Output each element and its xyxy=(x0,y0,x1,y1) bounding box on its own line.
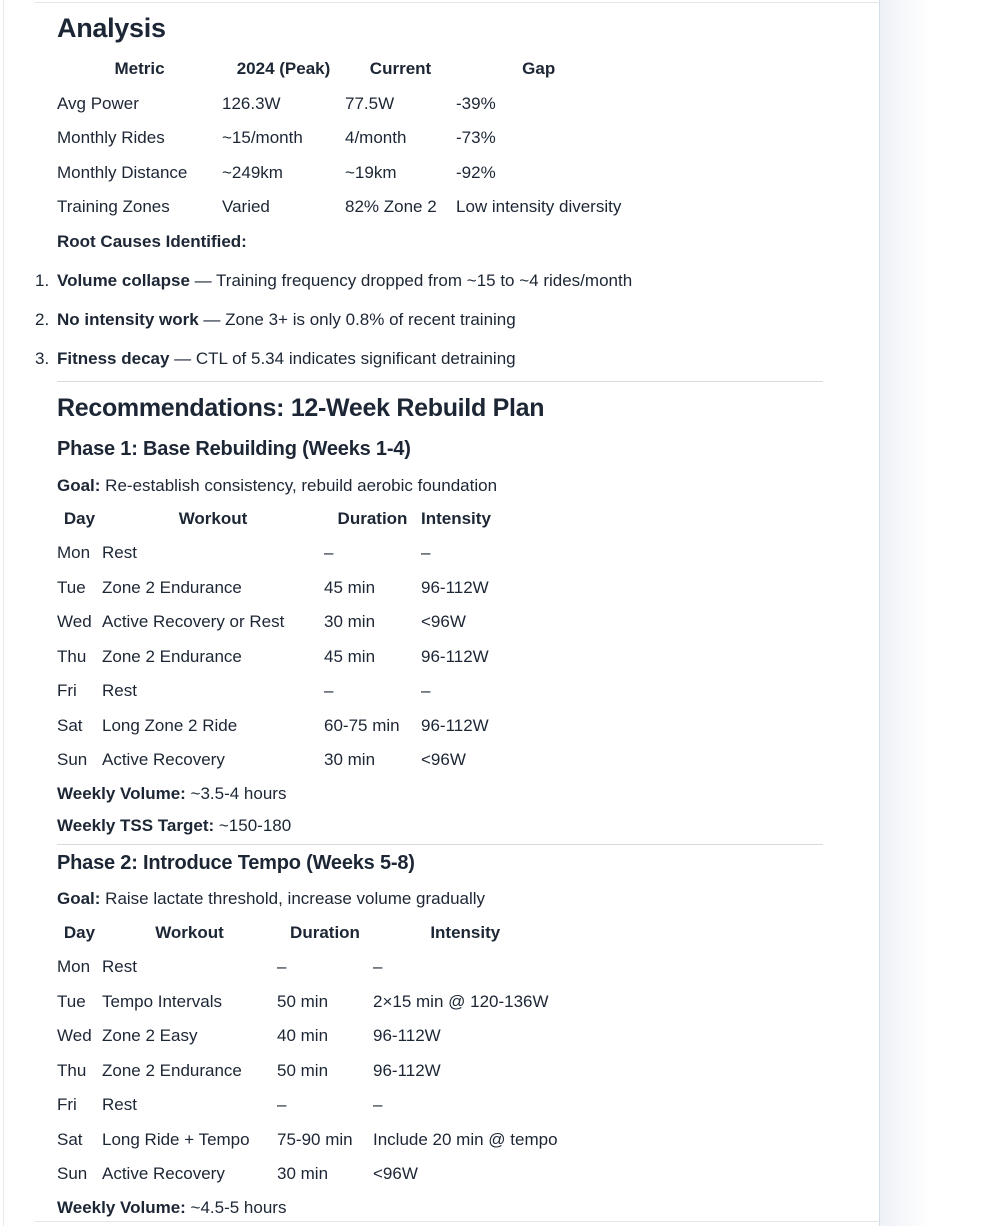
table-cell: Tue xyxy=(57,577,86,597)
table-cell: 60-75 min xyxy=(324,715,400,735)
table-cell: Rest xyxy=(102,1095,137,1114)
table-cell: – xyxy=(421,543,431,562)
phase-2-heading: Phase 2: Introduce Tempo (Weeks 5-8) xyxy=(57,851,415,874)
table-cell: Fri xyxy=(57,1095,77,1114)
table-cell: 96-112W xyxy=(373,1026,441,1045)
table-cell: 50 min xyxy=(277,1060,329,1080)
table-row xyxy=(57,640,491,675)
table-cell: 96-112W xyxy=(373,1060,441,1080)
table-cell: -39% xyxy=(456,93,496,113)
table-cell: 40 min xyxy=(277,1026,329,1045)
table-row xyxy=(57,743,491,778)
table-cell: 2×15 min @ 120-136W xyxy=(373,991,549,1011)
table-row xyxy=(57,87,621,122)
table-row xyxy=(57,571,491,606)
column-header: 2024 (Peak) xyxy=(236,59,331,78)
table-cell: Rest xyxy=(102,681,137,700)
list-item-number: 1. xyxy=(35,270,50,290)
table-cell: Include 20 min @ tempo xyxy=(373,1129,558,1149)
table-row xyxy=(57,1157,558,1192)
table-cell: Long Ride + Tempo xyxy=(102,1129,250,1149)
analysis-report-card xyxy=(35,2,881,1222)
list-item xyxy=(35,306,823,333)
stat-label: Weekly TSS Target: xyxy=(57,815,215,835)
list-item-rest: — CTL of 5.34 indicates significant detraining xyxy=(169,348,516,368)
table-cell: Tue xyxy=(57,991,86,1011)
table-cell: Mon xyxy=(57,543,91,562)
list-item-bold: No intensity work xyxy=(57,309,199,329)
column-header: Workout xyxy=(155,922,224,942)
section-divider xyxy=(57,381,823,382)
table-cell: Mon xyxy=(57,957,91,976)
table-cell: Tempo Intervals xyxy=(102,991,222,1011)
goal-text: Re-establish consistency, rebuild aerobic foundation xyxy=(100,475,498,495)
weekly-tss-stat xyxy=(57,810,823,842)
table-row xyxy=(57,536,491,571)
table-row xyxy=(57,121,621,156)
table-row xyxy=(57,950,558,985)
table-row xyxy=(57,605,491,640)
column-header: Duration xyxy=(290,922,360,942)
analysis-heading: Analysis xyxy=(57,13,166,43)
table-cell: – xyxy=(277,957,287,976)
table-cell: 45 min xyxy=(324,646,376,666)
table-cell: -73% xyxy=(456,128,496,147)
table-cell: – xyxy=(421,681,431,700)
table-row xyxy=(57,1088,558,1123)
table-cell: Sat xyxy=(57,1129,83,1149)
column-header: Intensity xyxy=(430,922,501,942)
table-cell: 30 min xyxy=(277,1164,329,1183)
table-cell: -92% xyxy=(456,162,496,182)
goal-text: Raise lactate threshold, increase volume gradually xyxy=(100,888,486,908)
table-cell: Low intensity diversity xyxy=(456,197,622,216)
goal-label: Goal: xyxy=(57,888,101,908)
list-item xyxy=(35,345,823,372)
list-item-text xyxy=(57,267,632,294)
stat-value: ~4.5-5 hours xyxy=(185,1197,287,1217)
column-header: Intensity xyxy=(421,508,491,528)
left-page-border xyxy=(3,0,4,1226)
table-cell: Rest xyxy=(102,543,137,562)
column-header: Gap xyxy=(522,59,556,78)
table-cell: ~15/month xyxy=(222,128,303,147)
list-item-number: 2. xyxy=(35,309,50,329)
list-item-bold: Fitness decay xyxy=(57,348,170,368)
table-cell: 96-112W xyxy=(421,646,489,666)
phase-1-schedule-table xyxy=(57,502,491,778)
phase-2-goal xyxy=(57,885,823,913)
recommendations-heading: Recommendations: 12-Week Rebuild Plan xyxy=(57,393,545,422)
table-cell: 4/month xyxy=(345,128,407,147)
table-cell: Varied xyxy=(222,197,270,216)
table-cell: Fri xyxy=(57,681,77,700)
table-cell: 75-90 min xyxy=(277,1129,353,1149)
table-cell: Long Zone 2 Ride xyxy=(102,715,238,735)
table-cell: – xyxy=(277,1095,287,1114)
column-header: Day xyxy=(63,508,96,528)
table-cell: Zone 2 Endurance xyxy=(102,577,242,597)
table-row xyxy=(57,1123,558,1158)
table-cell: – xyxy=(324,681,334,700)
table-cell: Rest xyxy=(102,957,137,976)
table-row xyxy=(57,190,621,225)
table-cell: Zone 2 Endurance xyxy=(102,1060,242,1080)
table-cell: 77.5W xyxy=(345,93,395,113)
goal-label: Goal: xyxy=(57,475,101,495)
table-cell: – xyxy=(373,957,383,976)
list-item-number: 3. xyxy=(35,348,50,368)
list-item-rest: — Training frequency dropped from ~15 to ~4 rides/month xyxy=(189,270,633,290)
table-cell: Avg Power xyxy=(57,93,139,113)
table-cell: ~19km xyxy=(345,162,397,182)
column-header: Duration xyxy=(337,508,408,528)
list-item-bold: Volume collapse xyxy=(57,270,190,290)
table-row xyxy=(57,674,491,709)
table-cell: Wed xyxy=(57,1026,92,1045)
table-cell: – xyxy=(324,543,334,562)
schedule-header-row xyxy=(57,502,491,537)
column-header: Workout xyxy=(178,508,248,528)
list-item-text xyxy=(57,345,516,372)
table-row xyxy=(57,156,621,191)
phase-2-schedule-table xyxy=(57,916,558,1192)
table-cell: Active Recovery xyxy=(102,750,225,769)
table-row xyxy=(57,709,491,744)
table-cell: 45 min xyxy=(324,577,376,597)
stat-value: ~150-180 xyxy=(214,815,292,835)
table-cell: Active Recovery or Rest xyxy=(102,612,285,631)
table-cell: 50 min xyxy=(277,991,329,1011)
root-causes-list xyxy=(35,267,823,372)
phase-1-goal xyxy=(57,472,823,500)
weekly-volume-stat xyxy=(57,778,823,810)
root-causes-label: Root Causes Identified: xyxy=(57,231,247,251)
list-item-rest: — Zone 3+ is only 0.8% of recent training xyxy=(198,309,516,329)
stat-label: Weekly Volume: xyxy=(57,783,186,803)
table-cell: Monthly Distance xyxy=(57,162,188,182)
table-cell: ~249km xyxy=(222,162,283,182)
table-cell: Thu xyxy=(57,646,87,666)
stat-label: Weekly Volume: xyxy=(57,1197,186,1217)
table-cell: Zone 2 Endurance xyxy=(102,646,242,666)
table-cell: Thu xyxy=(57,1060,87,1080)
table-cell: – xyxy=(373,1095,383,1114)
phase-1-heading: Phase 1: Base Rebuilding (Weeks 1-4) xyxy=(57,437,411,460)
table-cell: 82% Zone 2 xyxy=(345,197,437,216)
table-cell: <96W xyxy=(421,612,466,631)
list-item xyxy=(35,267,823,294)
table-cell: Training Zones xyxy=(57,197,170,216)
table-cell: Sun xyxy=(57,750,88,769)
metrics-header-row xyxy=(57,52,621,87)
table-cell: Wed xyxy=(57,612,92,631)
table-cell: 126.3W xyxy=(222,93,281,113)
table-cell: 96-112W xyxy=(421,715,489,735)
metrics-table xyxy=(57,52,621,225)
right-panel-shadow xyxy=(880,0,938,1226)
column-header: Day xyxy=(63,922,96,942)
list-item-text xyxy=(57,306,516,333)
table-cell: 30 min xyxy=(324,612,376,631)
table-row xyxy=(57,985,558,1020)
table-cell: Monthly Rides xyxy=(57,128,165,147)
table-cell: <96W xyxy=(421,750,466,769)
table-cell: Sat xyxy=(57,715,83,735)
table-row xyxy=(57,1019,558,1054)
table-cell: 96-112W xyxy=(421,577,489,597)
table-cell: <96W xyxy=(373,1164,418,1183)
stat-value: ~3.5-4 hours xyxy=(185,783,287,803)
table-cell: Sun xyxy=(57,1164,88,1183)
table-cell: 30 min xyxy=(324,750,376,769)
table-cell: Zone 2 Easy xyxy=(102,1026,198,1045)
table-row xyxy=(57,1054,558,1089)
weekly-volume-stat xyxy=(57,1192,823,1223)
schedule-header-row xyxy=(57,916,558,951)
column-header: Current xyxy=(369,59,432,78)
table-cell: Active Recovery xyxy=(102,1164,225,1183)
column-header: Metric xyxy=(114,59,165,78)
section-divider xyxy=(57,844,823,845)
